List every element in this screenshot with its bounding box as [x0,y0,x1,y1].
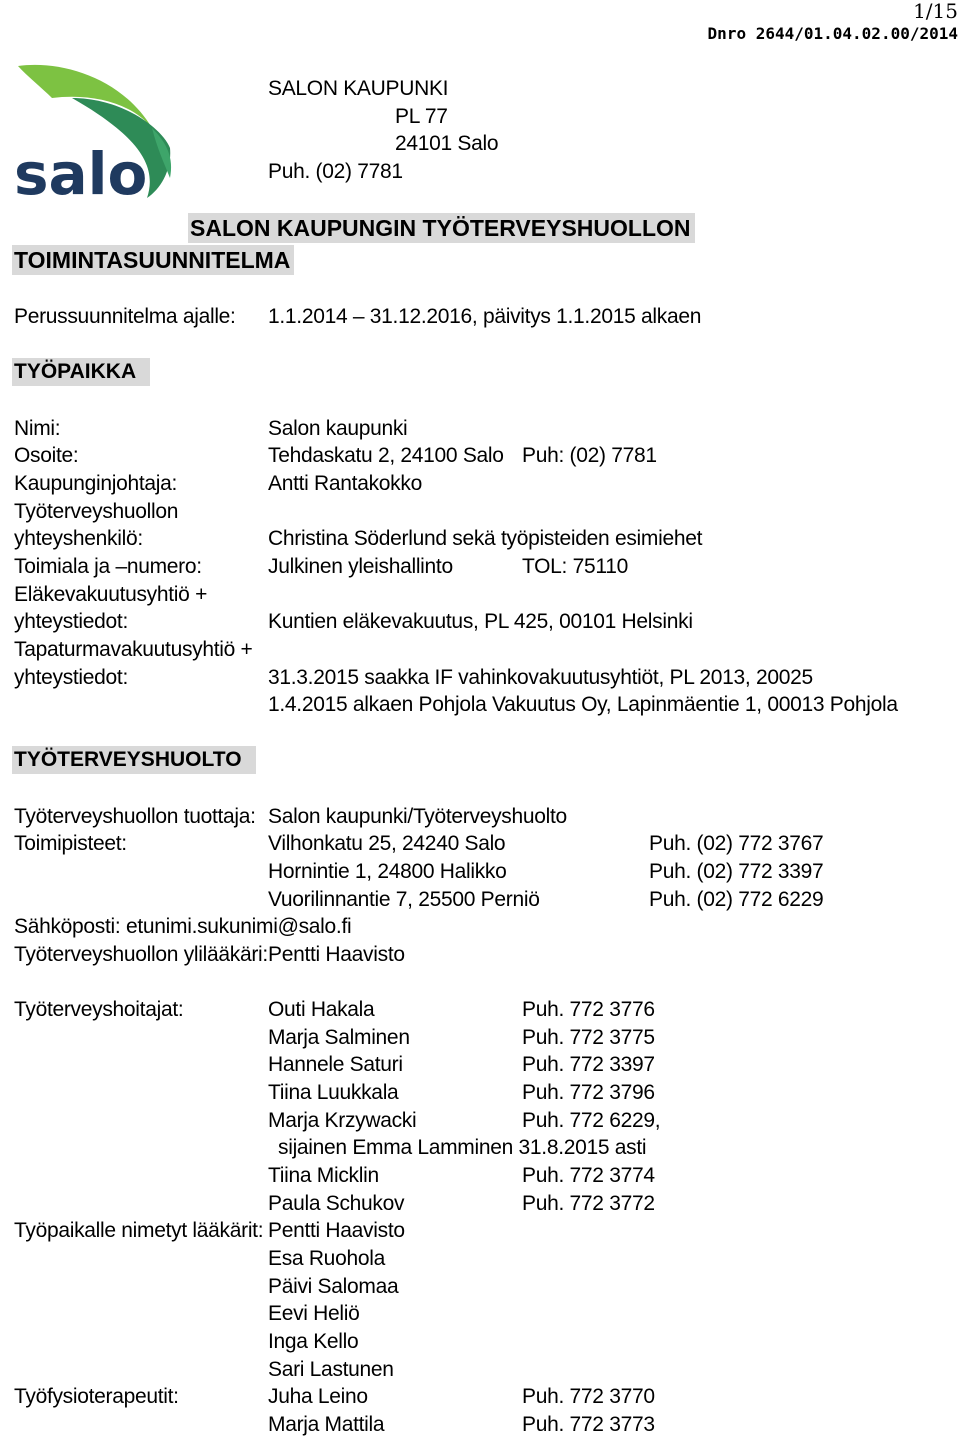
nurse-phone: Puh. 772 3776 [522,998,655,1021]
pension-label-1: Eläkevakuutusyhtiö + [14,583,208,606]
office-address: Vuorilinnantie 7, 25500 Perniö [268,888,540,911]
plan-value: 1.1.2014 – 31.12.2016, päivitys 1.1.2015 alkaen [268,305,702,328]
office-phone: Puh. (02) 772 3397 [649,860,824,883]
nurse-phone: Puh. 772 3796 [522,1081,655,1104]
office-address: Vilhonkatu 25, 24240 Salo [268,832,506,855]
nurse-name: Outi Hakala [268,998,375,1021]
workplace-address: Tehdaskatu 2, 24100 Salo [268,444,504,467]
nurse-phone: Puh. 772 3397 [522,1053,655,1076]
doctor-name: Inga Kello [268,1330,359,1353]
nurse-name: Tiina Luukkala [268,1081,399,1104]
nurse-phone: Puh. 772 3772 [522,1192,655,1215]
industry-value: Julkinen yleishallinto [268,555,453,578]
name-label: Nimi: [14,417,61,440]
header-po-box: PL 77 [395,105,448,128]
provider-value: Salon kaupunki/Työterveyshuolto [268,805,567,828]
provider-label: Työterveyshuollon tuottaja: [14,805,256,828]
chief-label: Työterveyshuollon ylilääkäri: [14,943,268,966]
workplace-heading: TYÖPAIKKA [12,358,150,386]
nurse-phone: Puh. 772 3775 [522,1026,655,1049]
header-org: SALON KAUPUNKI [268,77,449,100]
accident-value-2: 1.4.2015 alkaen Pohjola Vakuutus Oy, Lapinmäentie 1, 00013 Pohjola [268,693,898,716]
industry-label: Toimiala ja –numero: [14,555,202,578]
nurse-name: Marja Salminen [268,1026,410,1049]
physio-phone: Puh. 772 3770 [522,1385,655,1408]
ohc-heading: TYÖTERVEYSHUOLTO [12,746,256,774]
contact-label-1: Työterveyshuollon [14,500,179,523]
accident-label-1: Tapaturmavakuutusyhtiö + [14,638,253,661]
address-label: Osoite: [14,444,79,467]
physio-label: Työfysioterapeutit: [14,1385,179,1408]
workplace-name: Salon kaupunki [268,417,408,440]
offices-label: Toimipisteet: [14,832,127,855]
tol-code: TOL: 75110 [522,555,628,578]
doctors-label: Työpaikalle nimetyt lääkärit: [14,1219,264,1242]
physio-phone: Puh. 772 3773 [522,1413,655,1436]
page-number: 1/15 [913,0,958,23]
physio-name: Juha Leino [268,1385,368,1408]
pension-label-2: yhteystiedot: [14,610,128,633]
nurse-name: Hannele Saturi [268,1053,403,1076]
nurses-label: Työterveyshoitajat: [14,998,184,1021]
doctor-name: Esa Ruohola [268,1247,385,1270]
doctor-name: Sari Lastunen [268,1358,394,1381]
physio-name: Marja Mattila [268,1413,385,1436]
pension-value: Kuntien eläkevakuutus, PL 425, 00101 Helsinki [268,610,693,633]
substitute-note: sijainen Emma Lamminen 31.8.2015 asti [278,1136,647,1159]
plan-label: Perussuunnitelma ajalle: [14,305,236,328]
doctor-name: Eevi Heliö [268,1302,360,1325]
mayor-label: Kaupunginjohtaja: [14,472,178,495]
contact-label-2: yhteyshenkilö: [14,527,143,550]
accident-label-2: yhteystiedot: [14,666,128,689]
nurse-name: Tiina Micklin [268,1164,379,1187]
nurse-phone: Puh. 772 6229, [522,1109,661,1132]
doctor-name: Pentti Haavisto [268,1219,405,1242]
nurse-name: Marja Krzywacki [268,1109,417,1132]
logo-text: salo [14,140,148,208]
workplace-phone: Puh: (02) 7781 [522,444,657,467]
email-line: Sähköposti: etunimi.sukunimi@salo.fi [14,915,352,938]
office-address: Hornintie 1, 24800 Halikko [268,860,507,883]
salo-logo [12,58,192,208]
chief-name: Pentti Haavisto [268,943,405,966]
title-line1: SALON KAUPUNGIN TYÖTERVEYSHUOLLON [188,213,695,243]
mayor-name: Antti Rantakokko [268,472,422,495]
nurse-phone: Puh. 772 3774 [522,1164,655,1187]
office-phone: Puh. (02) 772 3767 [649,832,824,855]
accident-value-1: 31.3.2015 saakka IF vahinkovakuutusyhtiöt, PL 2013, 20025 [268,666,813,689]
contact-person: Christina Söderlund sekä työpisteiden esimiehet [268,527,703,550]
header-postcode: 24101 Salo [395,132,499,155]
nurse-name: Paula Schukov [268,1192,405,1215]
header-phone: Puh. (02) 7781 [268,160,403,183]
document-number: Dnro 2644/01.04.02.00/2014 [707,24,958,43]
title-line2: TOIMINTASUUNNITELMA [12,245,294,275]
salo-leaf-logo-icon [12,58,192,208]
office-phone: Puh. (02) 772 6229 [649,888,824,911]
doctor-name: Päivi Salomaa [268,1275,399,1298]
